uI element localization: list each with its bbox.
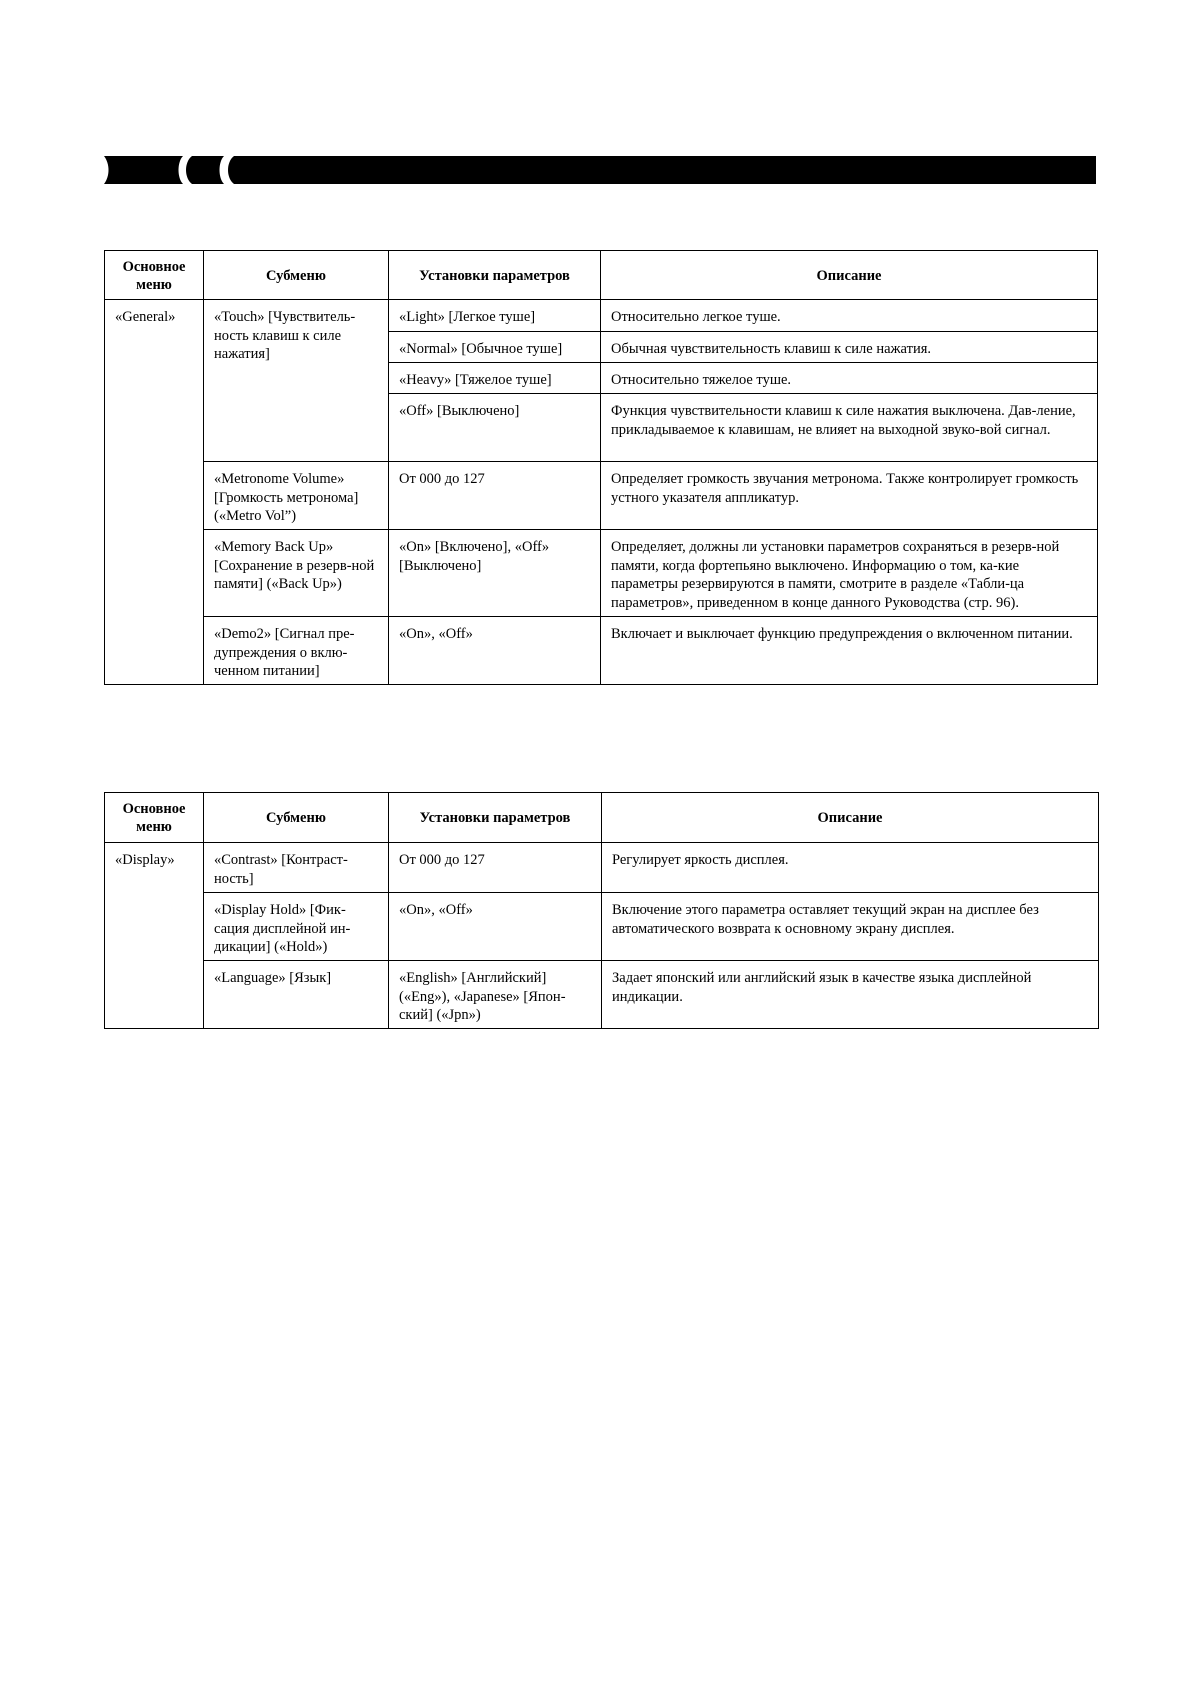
submenu-cell: «Language» [Язык] <box>204 961 389 1029</box>
header-submenu: Субменю <box>204 251 389 300</box>
submenu-cell: «Metronome Volume» [Громкость метронома] («Metro Vol”) <box>204 462 389 530</box>
table-row <box>105 530 1098 617</box>
general-menu-table <box>104 250 1098 685</box>
table-row <box>105 300 1098 332</box>
section-banner <box>104 156 1096 184</box>
header-description: Описание <box>601 251 1098 300</box>
header-description: Описание <box>602 793 1099 843</box>
submenu-cell: «Display Hold» [Фик-сация дисплейной ин-дикации] («Hold») <box>204 893 389 961</box>
setting-cell: «On» [Включено], «Off» [Выключено] <box>389 530 601 617</box>
header-submenu: Субменю <box>204 793 389 843</box>
setting-cell: «Heavy» [Тяжелое туше] <box>389 363 601 394</box>
description-cell: Включение этого параметра оставляет текущий экран на дисплее без автоматического возврата к основному экрану дисплея. <box>602 893 1099 961</box>
header-main-menu: Основное меню <box>105 251 204 300</box>
setting-cell: «On», «Off» <box>389 617 601 685</box>
description-cell: Задает японский или английский язык в качестве языка дисплейной индикации. <box>602 961 1099 1029</box>
description-cell: Обычная чувствительность клавиш к силе нажатия. <box>601 332 1098 363</box>
table-row <box>105 893 1099 961</box>
setting-cell: От 000 до 127 <box>389 462 601 530</box>
banner-graphic <box>104 156 1096 184</box>
setting-cell: От 000 до 127 <box>389 843 602 893</box>
description-cell: Функция чувствительности клавиш к силе нажатия выключена. Дав-ление, прикладываемое к клавишам, не влияет на выходной звуко-вой сигнал. <box>601 394 1098 462</box>
submenu-cell: «Contrast» [Контраст-ность] <box>204 843 389 893</box>
submenu-cell: «Demo2» [Сигнал пре-дупреждения о вклю-ченном питании] <box>204 617 389 685</box>
table-row <box>105 462 1098 530</box>
setting-cell: «Light» [Легкое туше] <box>389 300 601 332</box>
header-row <box>105 251 1098 300</box>
description-cell: Включает и выключает функцию предупреждения о включенном питании. <box>601 617 1098 685</box>
setting-cell: «English» [Английский] («Eng»), «Japanese» [Япон-ский] («Jpn») <box>389 961 602 1029</box>
submenu-cell: «Touch» [Чувствитель-ность клавиш к силе нажатия] <box>204 300 389 462</box>
description-cell: Определяет, должны ли установки параметров сохраняться в резерв-ной памяти, когда фортепьяно выключено. Информацию о том, ка-кие параметры резервируются в памяти, смотрите в разделе «Табли-ца параметров», приведенном в конце данного Руководства (стр. 96). <box>601 530 1098 617</box>
description-cell: Относительно легкое туше. <box>601 300 1098 332</box>
main-menu-cell: «Display» <box>105 843 204 1029</box>
submenu-cell: «Memory Back Up» [Сохранение в резерв-ной памяти] («Back Up») <box>204 530 389 617</box>
description-cell: Определяет громкость звучания метронома. Также контролирует громкость устного указателя аппликатур. <box>601 462 1098 530</box>
main-menu-cell: «General» <box>105 300 204 685</box>
header-settings: Установки параметров <box>389 793 602 843</box>
setting-cell: «Off» [Выключено] <box>389 394 601 462</box>
header-row <box>105 793 1099 843</box>
table-row <box>105 961 1099 1029</box>
setting-cell: «Normal» [Обычное туше] <box>389 332 601 363</box>
display-menu-table <box>104 792 1099 1029</box>
description-cell: Регулирует яркость дисплея. <box>602 843 1099 893</box>
header-settings: Установки параметров <box>389 251 601 300</box>
setting-cell: «On», «Off» <box>389 893 602 961</box>
table-row <box>105 843 1099 893</box>
header-main-menu: Основное меню <box>105 793 204 843</box>
table-row <box>105 617 1098 685</box>
description-cell: Относительно тяжелое туше. <box>601 363 1098 394</box>
